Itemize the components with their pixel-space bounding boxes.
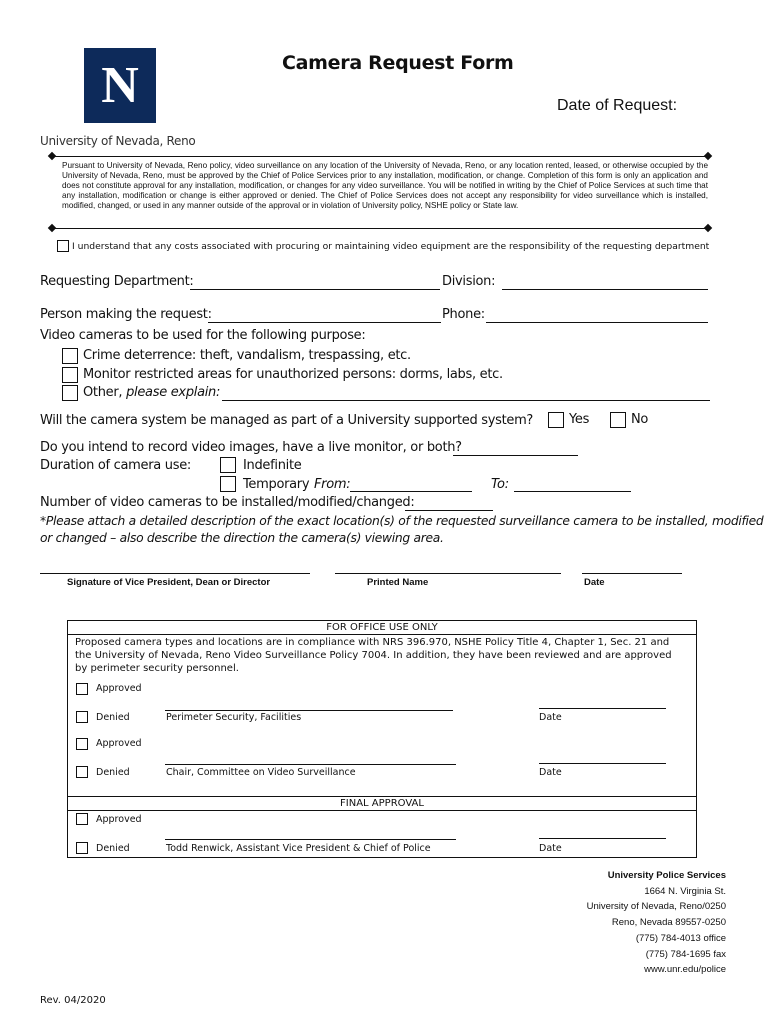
address-office-phone: (775) 784-4013 office [635, 932, 726, 944]
record-field[interactable] [453, 455, 578, 456]
revision-label: Rev. 04/2020 [40, 995, 106, 1006]
denied-checkbox-1[interactable] [76, 711, 88, 723]
address-fax: (775) 784-1695 fax [645, 948, 726, 960]
office-use-box [67, 620, 697, 858]
office-use-text-2: the University of Nevada, Reno Video Surveillance Policy 7004. In addition, they have been reviewed and are approved [75, 650, 672, 661]
address-city: Reno, Nevada 89557-0250 [611, 917, 726, 929]
approved-label-2: Approved [96, 738, 142, 749]
other-label [83, 385, 220, 400]
no-label: No [631, 412, 649, 427]
crime-deterrence-checkbox[interactable] [62, 348, 78, 364]
monitor-restricted-label: Monitor restricted areas for unauthorized persons: dorms, labs, etc. [83, 367, 503, 382]
requesting-department-field[interactable] [190, 289, 440, 290]
indefinite-checkbox[interactable] [220, 457, 236, 473]
yes-label: Yes [569, 412, 590, 427]
top-divider [52, 156, 708, 157]
phone-label: Phone: [442, 307, 485, 322]
crime-deterrence-label: Crime deterrence: theft, vandalism, trespassing, etc. [83, 348, 411, 363]
to-field[interactable] [514, 491, 631, 492]
denied-label-3: Denied [96, 843, 130, 854]
num-cameras-label: Number of video cameras to be installed/modified/changed: [40, 495, 415, 510]
phone-field[interactable] [486, 322, 708, 323]
approved-label-3: Approved [96, 814, 142, 825]
chair-label: Chair, Committee on Video Surveillance [166, 767, 356, 778]
approved-checkbox-1[interactable] [76, 683, 88, 695]
perimeter-date-label: Date [539, 712, 562, 723]
approved-checkbox-2[interactable] [76, 738, 88, 750]
num-cameras-field[interactable] [405, 510, 493, 511]
requesting-department-label: Requesting Department: [40, 274, 194, 289]
address-mail: University of Nevada, Reno/0250 [586, 901, 726, 913]
acknowledgement-checkbox[interactable] [57, 240, 69, 252]
other-explain-field[interactable] [222, 400, 710, 401]
indefinite-label: Indefinite [243, 458, 302, 473]
chief-label: Todd Renwick, Assistant Vice President & Chief of Police [166, 843, 431, 854]
signature-date-line[interactable] [582, 573, 682, 574]
other-checkbox[interactable] [62, 385, 78, 401]
approved-label-1: Approved [96, 683, 142, 694]
bottom-divider [52, 228, 708, 229]
acknowledgement-text: I understand that any costs associated with procuring or maintaining video equipment are the responsibility of the requesting department [72, 241, 710, 252]
chief-date-line[interactable] [539, 838, 666, 839]
vp-signature-line[interactable] [40, 573, 310, 574]
other-text: Other, [83, 385, 123, 400]
chief-signature-line[interactable] [165, 839, 456, 840]
to-label: To: [491, 477, 509, 492]
duration-label: Duration of camera use: [40, 458, 191, 473]
perimeter-date-line[interactable] [539, 708, 666, 709]
denied-label-2: Denied [96, 767, 130, 778]
denied-label-1: Denied [96, 712, 130, 723]
vp-signature-label: Signature of Vice President, Dean or Director [67, 577, 271, 588]
printed-name-line[interactable] [335, 573, 561, 574]
no-checkbox[interactable] [610, 412, 626, 428]
please-explain-text: please explain: [126, 385, 221, 400]
date-of-request-label: Date of Request: [557, 97, 678, 114]
purpose-label: Video cameras to be used for the following purpose: [40, 328, 366, 343]
monitor-restricted-checkbox[interactable] [62, 367, 78, 383]
signature-date-label: Date [584, 577, 605, 588]
university-logo [84, 48, 156, 123]
division-label: Division: [442, 274, 496, 289]
university-name: University of Nevada, Reno [40, 134, 196, 148]
division-field[interactable] [502, 289, 708, 290]
office-use-header: FOR OFFICE USE ONLY [326, 622, 438, 633]
attach-note-2: or changed – also describe the direction the camera(s) viewing area. [40, 531, 444, 545]
office-use-text-1: Proposed camera types and locations are in compliance with NRS 396.970, NSHE Policy Title 4, Chapter 1, Sec. 21 and [75, 637, 670, 648]
perimeter-signature-line[interactable] [165, 710, 453, 711]
managed-question: Will the camera system be managed as part of a University supported system? [40, 413, 534, 428]
chief-date-label: Date [539, 843, 562, 854]
policy-text: Pursuant to University of Nevada, Reno policy, video surveillance on any location of the University of Nevada, Reno, or any location rented, leased, or otherwise occupied by the University of Nevada, Reno, must be approved by the Chief of Police Services prior to any installation, modification, or change. Completion of this form is only an application and does not constitute approval for any installation, modification, or changes for any video surveillance. You will be notified in writing by the Chief of Police Services at such time that any installation, modification or change is either approved or denied. The Chief of Police Services does not accept any responsibility for video surveillance which is installed, modified, changed, or used in any manner outside of the approval or in violation of University policy, NSHE policy or State law. [62, 161, 708, 210]
address-org: University Police Services [607, 870, 726, 881]
final-approval-header: FINAL APPROVAL [340, 798, 424, 809]
from-label: From: [314, 477, 351, 492]
approved-checkbox-3[interactable] [76, 813, 88, 825]
temporary-checkbox[interactable] [220, 476, 236, 492]
printed-name-label: Printed Name [367, 577, 429, 588]
record-question: Do you intend to record video images, have a live monitor, or both? [40, 440, 462, 455]
chair-date-label: Date [539, 767, 562, 778]
temporary-label: Temporary [243, 477, 310, 492]
chair-signature-line[interactable] [165, 764, 456, 765]
address-street: 1664 N. Virginia St. [644, 885, 726, 897]
from-field[interactable] [350, 491, 472, 492]
address-web[interactable]: www.unr.edu/police [644, 964, 726, 976]
page-title: Camera Request Form [282, 52, 514, 74]
attach-note-1: *Please attach a detailed description of the exact location(s) of the requested surveillance camera to be installed, modified [40, 514, 764, 528]
person-request-label: Person making the request: [40, 307, 212, 322]
perimeter-security-label: Perimeter Security, Facilities [166, 712, 302, 723]
denied-checkbox-3[interactable] [76, 842, 88, 854]
logo-letter: N [101, 57, 139, 114]
address-block [587, 868, 726, 978]
person-request-field[interactable] [208, 322, 441, 323]
chair-date-line[interactable] [539, 763, 666, 764]
office-use-text-3: by perimeter security personnel. [75, 663, 239, 674]
denied-checkbox-2[interactable] [76, 766, 88, 778]
yes-checkbox[interactable] [548, 412, 564, 428]
